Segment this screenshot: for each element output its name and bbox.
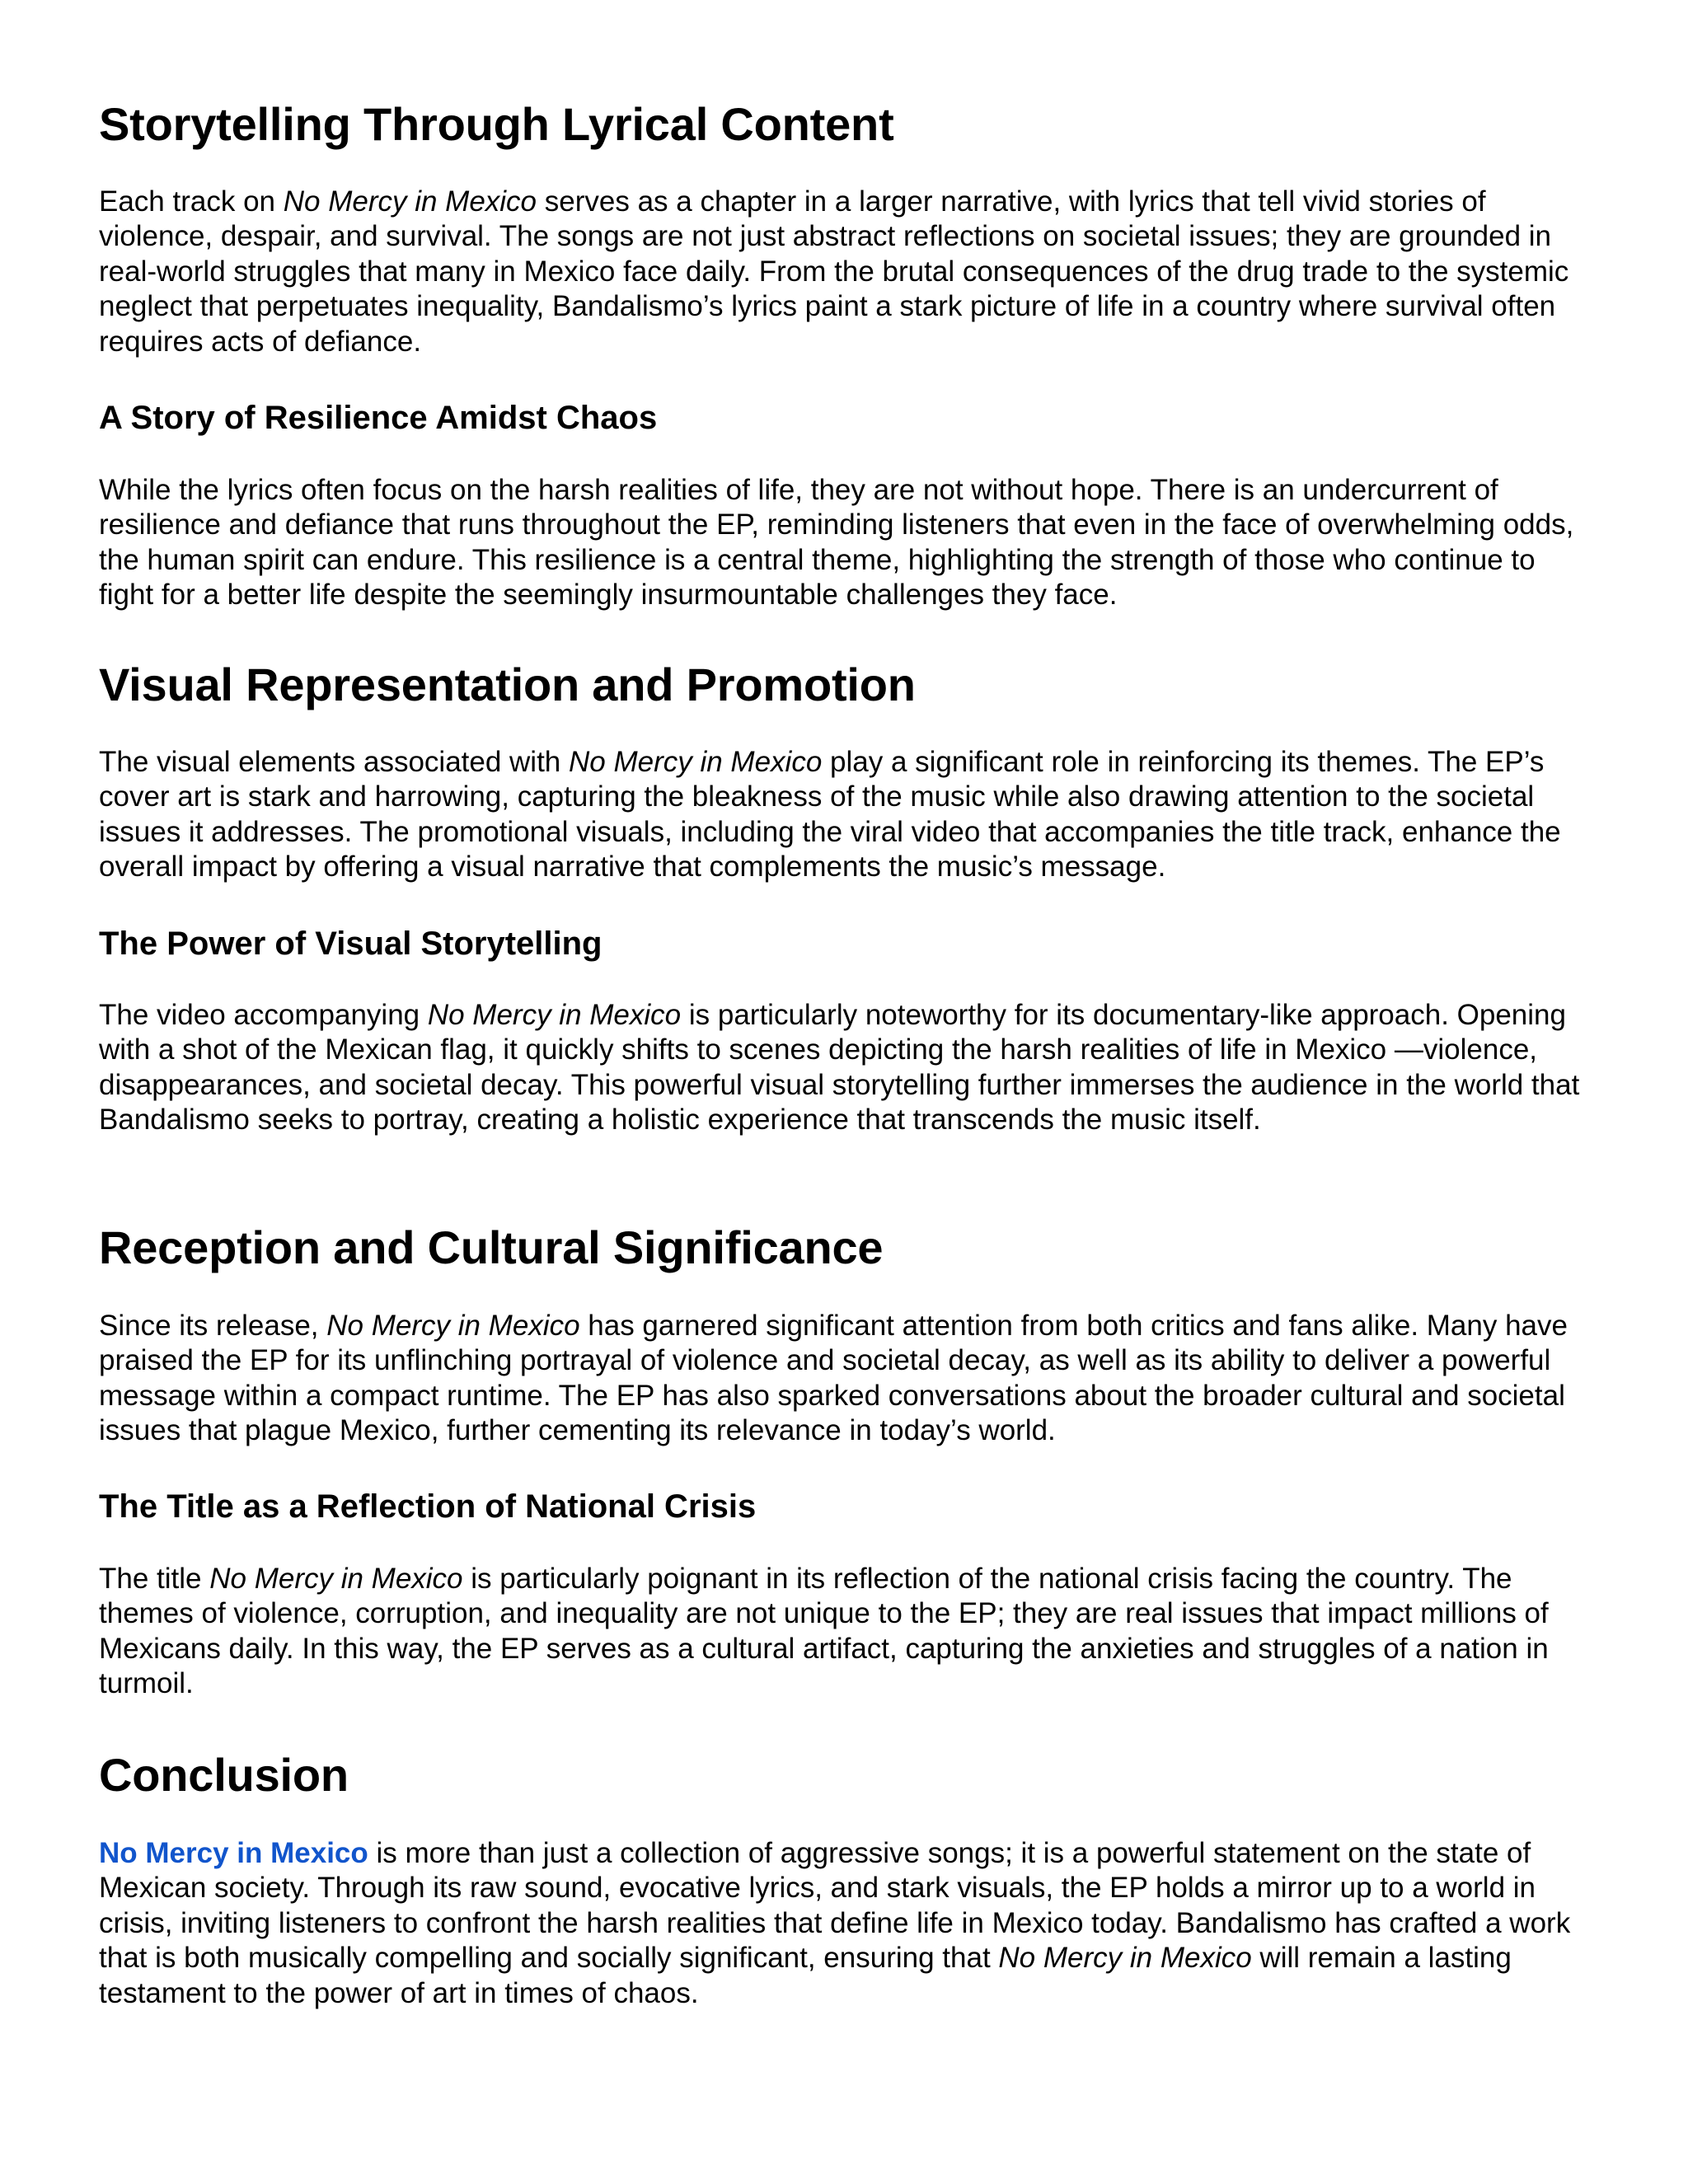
subheading-resilience: A Story of Resilience Amidst Chaos (99, 400, 658, 436)
paragraph-text: is more than just a collection of aggressive songs; it is a powerful statement on the state of Mexican society. Through its raw sound, evocative lyrics, and stark visuals, the EP holds a mirror up to a world in crisis, inviting listeners to confront the harsh realities that define life in Mexico today. Bandalismo has crafted a work that is both musically compelling and socially significant, ensuring that (99, 1837, 1571, 1975)
paragraph-text: Since its release, (99, 1310, 327, 1342)
album-title-italic: No Mercy in Mexico (569, 746, 823, 778)
album-title-link[interactable]: No Mercy in Mexico (99, 1837, 368, 1869)
section-heading-visual-representation: Visual Representation and Promotion (99, 658, 916, 710)
album-title-italic: No Mercy in Mexico (283, 185, 537, 218)
paragraph-storytelling (99, 185, 1591, 359)
paragraph-text: is particularly noteworthy for its documentary-like approach. Opening with a shot of the Mexican flag, it quickly shifts to scenes depicting the harsh realities of life in Mexico —violence, disappearances, and societal decay. This powerful visual storytelling further immerses the audience in the world that Bandalismo seeks to portray, creating a holistic experience that transcends the music itself. (99, 999, 1580, 1137)
section-heading-storytelling: Storytelling Through Lyrical Content (99, 98, 894, 150)
subheading-national-crisis: The Title as a Reflection of National Crisis (99, 1488, 757, 1525)
paragraph-visual-representation (99, 745, 1591, 885)
album-title-italic: No Mercy in Mexico (326, 1310, 580, 1342)
subheading-visual-storytelling: The Power of Visual Storytelling (99, 926, 603, 962)
paragraph-text: play a significant role in reinforcing its themes. The EP’s cover art is stark and harrowing, capturing the bleakness of the music while also drawing attention to the societal issues it addresses. The promotional visuals, including the viral video that accompanies the title track, enhance the overall impact by offering a visual narrative that complements the music’s message. (99, 746, 1561, 883)
paragraph-text: Each track on (99, 185, 284, 218)
paragraph-visual-storytelling (99, 998, 1591, 1138)
paragraph-text: serves as a chapter in a larger narrative, with lyrics that tell vivid stories of violence, despair, and survival. The songs are not just abstract reflections on societal issues; they are grounded in real-world struggles that many in Mexico face daily. From the brutal consequences of the drug trade to the systemic neglect that perpetuates inequality, Bandalismo’s lyrics paint a stark picture of life in a country where survival often requires acts of defiance. (99, 185, 1569, 358)
album-title-italic: No Mercy in Mexico (209, 1563, 463, 1595)
section-heading-conclusion: Conclusion (99, 1749, 349, 1801)
paragraph-text: is particularly poignant in its reflection of the national crisis facing the country. The themes of violence, corruption, and inequality are not unique to the EP; they are real issues that impact millions of Mexicans daily. In this way, the EP serves as a cultural artifact, capturing the anxieties and struggles of a nation in turmoil. (99, 1563, 1549, 1700)
paragraph-conclusion (99, 1836, 1591, 2011)
paragraph-text: will remain a lasting testament to the power of art in times of chaos. (99, 1942, 1512, 2009)
paragraph-reception (99, 1309, 1591, 1449)
paragraph-national-crisis (99, 1562, 1591, 1702)
paragraph-text: The title (99, 1563, 210, 1595)
paragraph-text: The visual elements associated with (99, 746, 569, 778)
paragraph-resilience: While the lyrics often focus on the harsh realities of life, they are not without hope. There is an undercurrent of resilience and defiance that runs throughout the EP, reminding listeners that even in the face of overwhelming odds, the human spirit can endure. This resilience is a central theme, highlighting the strength of those who continue to fight for a better life despite the seemingly insurmountable challenges they face. (99, 474, 1574, 612)
paragraph-text: The video accompanying (99, 999, 428, 1031)
album-title-italic: No Mercy in Mexico (998, 1942, 1252, 1975)
album-title-italic: No Mercy in Mexico (427, 999, 682, 1031)
section-heading-reception: Reception and Cultural Significance (99, 1221, 884, 1273)
paragraph-text: has garnered significant attention from both critics and fans alike. Many have praised the EP for its unflinching portrayal of violence and societal decay, as well as its ability to deliver a powerful message within a compact runtime. The EP has also sparked conversations about the broader cultural and societal issues that plague Mexico, further cementing its relevance in today’s world. (99, 1310, 1568, 1447)
